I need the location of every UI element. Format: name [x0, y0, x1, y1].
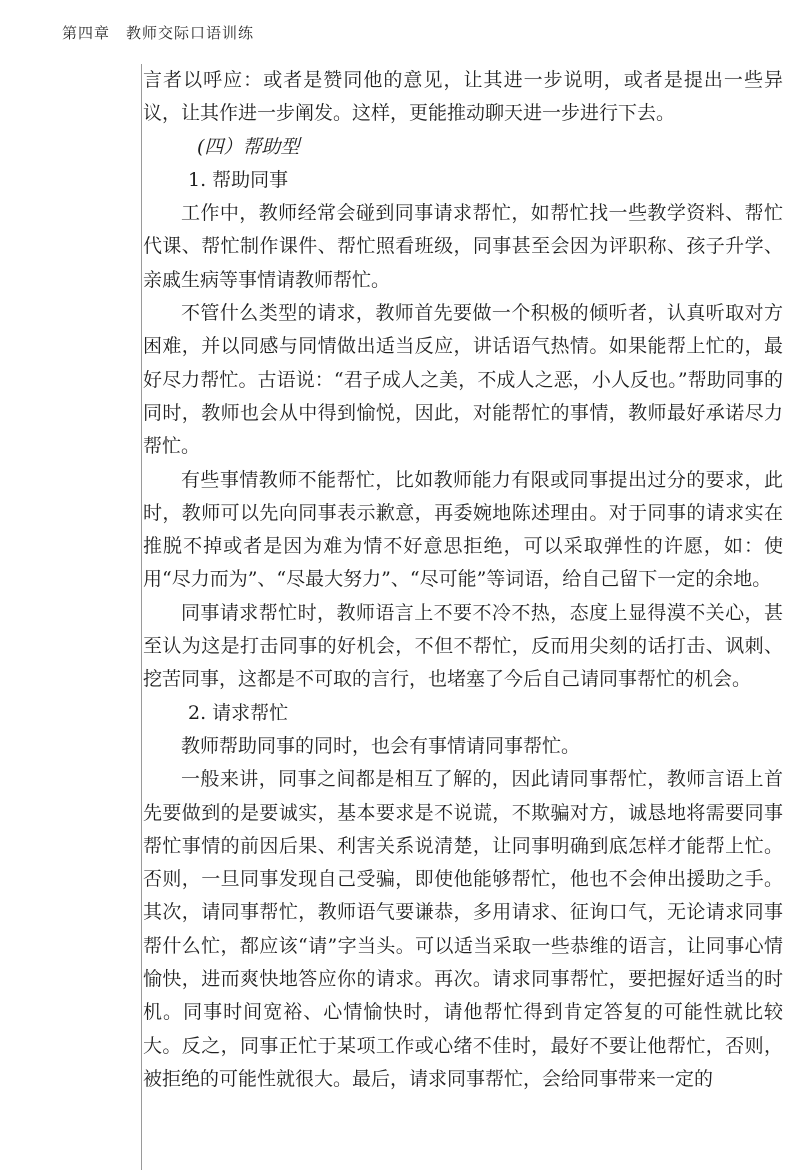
subheading-help-colleague: 1. 帮助同事	[188, 168, 289, 191]
paragraph: 有些事情教师不能帮忙，比如教师能力有限或同事提出过分的要求，此时，教师可以先向同事表示歉意，再委婉地陈述理由。对于同事的请求实在推脱不掉或者是因为难为情不好意思拒绝，可以采取弹性的许愿，如：使用“尽力而为”、“尽最大努力”、“尽可能”等词语，给自己留下一定的余地。	[143, 468, 783, 591]
paragraph: 一般来讲，同事之间都是相互了解的，因此请同事帮忙，教师言语上首先要做到的是要诚实，基本要求是不说谎，不欺骗对方，诚恳地将需要同事帮忙事情的前因后果、利害关系说清楚，让同事明确到底怎样才能帮上忙。否则，一旦同事发现自己受骗，即使他能够帮忙，他也不会伸出援助之手。其次，请同事帮忙，教师语气要谦恭，多用请求、征询口气，无论请求同事帮什么忙，都应该“请”字当头。可以适当采取一些恭维的语言，让同事心情愉快，进而爽快地答应你的请求。再次。请求同事帮忙，要把握好适当的时机。同事时间宽裕、心情愉快时，请他帮忙得到肯定答复的可能性就比较大。反之，同事正忙于某项工作或心绪不佳时，最好不要让他帮忙，否则，被拒绝的可能性就很大。最后，请求同事帮忙，会给同事带来一定的	[143, 768, 783, 1090]
running-head: 第四章 教师交际口语训练	[62, 24, 255, 42]
paragraph-continued: 言者以呼应：或者是赞同他的意见，让其进一步说明，或者是提出一些异议，让其作进一步阐发。这样，更能推动聊天进一步进行下去。	[143, 69, 783, 125]
paragraph: 同事请求帮忙时，教师语言上不要不冷不热，态度上显得漠不关心，甚至认为这是打击同事的好机会，不但不帮忙，反而用尖刻的话打击、讽刺、挖苦同事，这都是不可取的言行，也堵塞了今后自己请同事帮忙的机会。	[143, 601, 783, 691]
page-body	[143, 64, 783, 1096]
subheading-request-help: 2. 请求帮忙	[188, 701, 289, 724]
margin-rule	[141, 64, 142, 1170]
paragraph: 不管什么类型的请求，教师首先要做一个积极的倾听者，认真听取对方困难，并以同感与同情做出适当反应，讲话语气热情。如果能帮上忙的，最好尽力帮忙。古语说：“君子成人之美，不成人之恶，小人反也。”帮助同事的同时，教师也会从中得到愉悦，因此，对能帮忙的事情，教师最好承诺尽力帮忙。	[143, 302, 783, 458]
section-heading: (四）帮助型	[197, 135, 300, 158]
paragraph: 工作中，教师经常会碰到同事请求帮忙，如帮忙找一些教学资料、帮忙代课、帮忙制作课件、帮忙照看班级，同事甚至会因为评职称、孩子升学、亲戚生病等事情请教师帮忙。	[143, 202, 783, 291]
paragraph: 教师帮助同事的同时，也会有事情请同事帮忙。	[181, 734, 581, 757]
